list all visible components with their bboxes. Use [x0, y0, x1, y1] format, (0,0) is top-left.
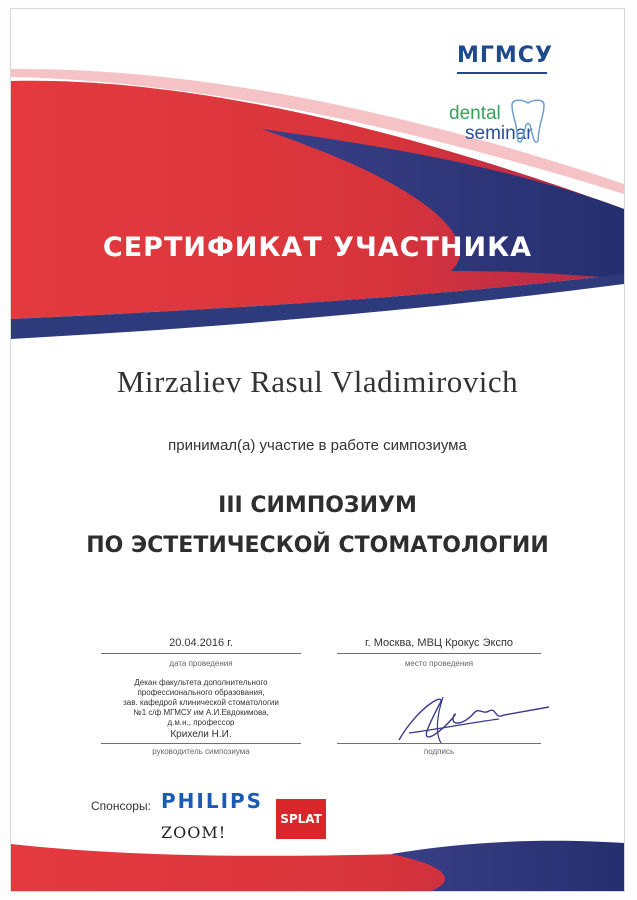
place-line: [337, 653, 541, 654]
splat-logo: SPLAT: [276, 799, 326, 839]
place-caption: место проведения: [404, 659, 474, 668]
dean-name: Крихели Н.И.: [170, 729, 232, 740]
symposium-title-line2: ПО ЭСТЕТИЧЕСКОЙ СТОМАТОЛОГИИ: [86, 533, 549, 558]
tooth-icon: [508, 97, 548, 147]
dean-line: №1 с/ф МГМСУ им А.И.Евдокимова,: [133, 708, 269, 717]
mgmsu-logo: МГМСУ: [457, 43, 553, 68]
philips-logo: PHILIPS: [161, 789, 264, 813]
sponsors-label: Спонсоры:: [91, 799, 151, 813]
date-value: 20.04.2016 г.: [169, 637, 233, 649]
signature-caption: подпись: [423, 747, 455, 756]
dental-seminar-logo-dental: dental: [449, 103, 501, 124]
dean-line: зав. кафедрой клинической стоматологии: [123, 698, 279, 707]
leader-line: [101, 743, 301, 744]
dean-line: профессионального образования,: [137, 688, 265, 697]
handwritten-signature: [379, 685, 559, 755]
date-line: [101, 653, 301, 654]
place-value: г. Москва, МВЦ Крокус Экспо: [364, 637, 514, 649]
mgmsu-logo-underline: [457, 72, 547, 74]
recipient-name: Mirzaliev Rasul Vladimirovich: [116, 364, 519, 399]
dean-title-block: [111, 678, 291, 728]
certificate-title: СЕРТИФИКАТ УЧАСТНИКА: [102, 232, 533, 263]
dean-line: Декан факультета дополнительного: [134, 678, 268, 687]
certificate-sheet: [10, 8, 625, 892]
symposium-title-line1: III СИМПОЗИУМ: [218, 493, 417, 518]
leader-caption: руководитель симпозиума: [152, 747, 250, 756]
date-caption: дата проведения: [169, 659, 233, 668]
zoom-logo: ZOOM!: [161, 823, 227, 842]
dental-seminar-logo-seminar: seminar: [465, 123, 533, 144]
dean-line: д.м.н., профессор: [167, 718, 235, 727]
signature-line: [337, 743, 541, 744]
participation-text: принимал(а) участие в работе симпозиума: [168, 437, 467, 454]
